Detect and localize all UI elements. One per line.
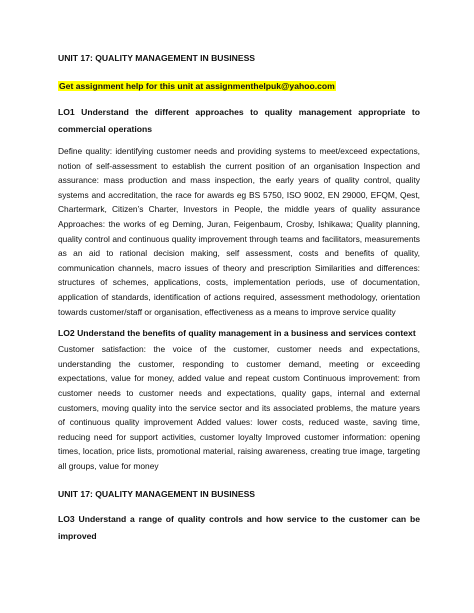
lo2-body-text: Customer satisfaction: the voice of the customer, customer needs and expectations, understanding the customer, responding to customer demand, meeting or exceeding expectations, value for money, added value and repeat custom Continuous improvement: from customer needs to customer needs and expectations, quality gaps, internal and external customers, moving quality into the service sector and its associated problems, the mature years of continuous quality improvement Added values: lower costs, reduced waste, saving time, reducing need for support activities, customer loyalty Improved customer information: opening times, location, price lists, promotional material, raising awareness, creating true image, targeting all groups, value for money [58, 344, 420, 471]
assignment-help-banner [58, 76, 420, 94]
lo2-heading: LO2 Understand the benefits of quality management in a business and services context [58, 328, 416, 339]
lo1-body-text: Define quality: identifying customer needs and providing systems to meet/exceed expectations, notion of self-assessment to establish the current position of an organisation Inspection and assurance: mass production and mass inspection, the early years of quality control, quality systems and accreditation, the race for awards eg BS 5750, ISO 9002, EN 29000, EFQM, Qest, Chartermark, Citizen’s Charter, Investors in People, the middle years of quality assurance Approaches: the works of eg Deming, Juran, Feigenbaum, Crosby, Ishikawa; Quality planning, quality control and continuous quality improvement through teams and facilitators, measurements as an aid to rational decision making, self assessment, costs and benefits of quality, communication channels, macro issues of theory and prescription Similarities and differences: structures of schemes, applications, costs, implementation periods, use of documentation, application of standards, identification of actions required, assessment methodology, orientation towards customer/staff or organisation, effectiveness as a means to improve service quality [58, 146, 420, 317]
assignment-help-text: Get assignment help for this unit at assignmenthelpuk@yahoo.com [59, 81, 335, 91]
unit-title: UNIT 17: QUALITY MANAGEMENT IN BUSINESS [58, 53, 256, 63]
unit-title-repeat: UNIT 17: QUALITY MANAGEMENT IN BUSINESS [58, 489, 256, 500]
document-page [58, 52, 420, 545]
lo1-heading: LO1 Understand the different approaches to quality management appropriate to commercial operations [58, 107, 420, 134]
lo3-heading: LO3 Understand a range of quality controls and how service to the customer can be improved [58, 514, 420, 542]
